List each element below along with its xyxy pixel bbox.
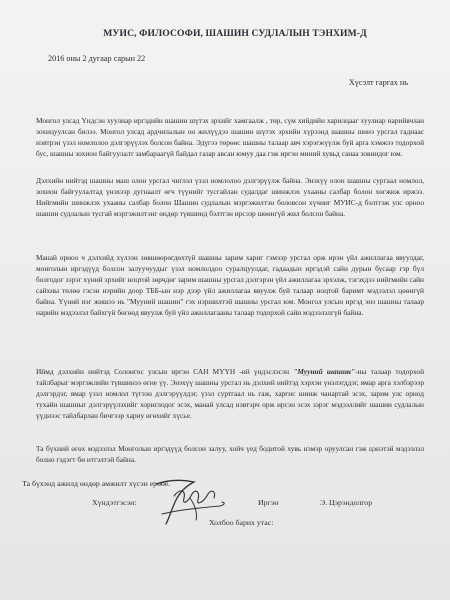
paragraph-4-end: -ны талаар тодорхой тайлбарыг мэргэжлийн түвшинээ өгне үү. Энэхүү шашны урсгал нь дэлхий нийтэд хэрхэн үнэлэгддэг, ямар арга хэлбэрээр дэлгэрдэг, ямар үзэл номлол түгээн дэлгэрүүлдэг, үзэл суртгаал нь гаж, харгис шинж чанартай эсэх, зарим улс орнод тухайн шашныг дэлгэрүүлэхийг хориглодог эсэх, манай улсад нэвтэрч орж ирсэн эсэх зэрэг мэдээллийг шашин судлалын үүднээс тайлбарлан бичгээр хариу өгөхийг хүсье.: [36, 367, 425, 420]
citizen-label: Иргэн: [258, 498, 279, 507]
document-date: 2016 оны 2 дугаар сарын 22: [48, 54, 146, 63]
paragraph-4-emphasis: "Мууний шашин": [293, 367, 356, 376]
document-title: МУИС, ФИЛОСОФИ, ШАШИН СУДЛАЛЫН ТЭНХИМ-Д: [103, 28, 367, 39]
closing-wish: Та бүхэнд ажилд өндөр амжилт хүсэн ерөөе.: [22, 479, 171, 488]
signer-name: Э. Цэрэндолгор: [320, 498, 373, 507]
paragraph-4-start: Иймд дэлхийн нийтэд Солонгос улсын иргэн САН МҮҮН -ий үндэслэсэн: [36, 367, 294, 376]
paragraph-5: Та бүхний өгөх мэдээлэл Монголын иргэдүүд болсон залуу, хойч үед бодитой хувь нэмэр оруулсан гэж цэнэтэй мэдээлэл болно гэдэгт би итгэлтэй байна.: [36, 444, 424, 464]
paragraph-1: Монгол улсад Үндсэн хуулиар иргэдийн шашин шүтэх эрхийг хамгаалж , төр, сүм хийдийн харилцааг хуулиар нарийвчлан зохицуулсан билээ. Монгол улсад ардчилалын он жилүүдээ шашин шүтэх эрхийн хүрээнд шашны шинэ урсгал гаднаас нэвтрэн үзэл номлолоо дэлгэрүүлэх болсон байна. Эдүгээ төрөөс шашны талаар авч хэрэгжүүлж буй арга хэмжээ тодорхой бус, шашны зохион байгуулалт замбараагүй байдал газар авсан юмуу даа гэж иргэн миний хувьд санаа зовнидог юм.: [36, 116, 424, 158]
handwritten-signature: [150, 476, 230, 528]
paragraph-3: Манай орноо ч дэлхийд хүлээн зөвшөөрөгдөхтүй шашны зарим хариг гэмээр урсгал орж ирэн үйл ажиллагаа явуулдаг, монголын иргэдүүд болсон залуучуудыг үзэл номлолдоо суралцуулдаг, гадаадын иргэдэй сайн дурын бусаар гэр бүл болгодог зэрэг хүний эрхийг ноцтой зөрчдөг зарим шашны урсгал дэлгэрэн үйл ажиллагаа эрхэлж, тэгэхдээ нийгмийн сайн сайхны төлөө гэсэн нэрийн доор ТББ-ын нэр дээр үйл ажиллагаа явуулж буй талаар ноцтой баримт мэдээлэл цөөнгүй байна. Үүний нэг жишээ нь "Мууний шашин" гэх нэршилтэй шашны урсгал юм. Монгол улсын иргэд энэ шашны талаар нарийн мэдээлэл байхгүй бөгөөд явуулж буй үйл ажиллагааны талаар тодорхой сайн мэдээлэлгүй байна.: [36, 253, 424, 317]
paragraph-2: Дэлхийн нийтэд шашны маш олон урсгал чиглэл үзэл номлолоо дэлгэрүүлж байна. Энэхүү олон шашны сургаал номлол, зохион байгуулалтад үнэхээр дугнаалт өгч түүнийг тусгайлан судалдаг шинжлэх ухааны салбар болон хөгжиж иржээ. Нийгмийн шинжлэх ухааны салбар болон Шашин судлалын мэргэжилтэн боловсон хүчниг МУИС-д бэлтгэж улс орноо шашин судлалын тусгай мэргэжилтэнг өндөр түвшинд бэлтгэн ирсээр шөөнгүй жил болсон байна.: [36, 176, 424, 218]
paragraph-4: [36, 367, 424, 422]
respect-label: Хүндэтгэсэн:: [92, 498, 137, 507]
contact-label: Холбоо барих утас:: [209, 518, 274, 527]
request-label: Хүсэлт гаргах нь: [348, 78, 408, 87]
